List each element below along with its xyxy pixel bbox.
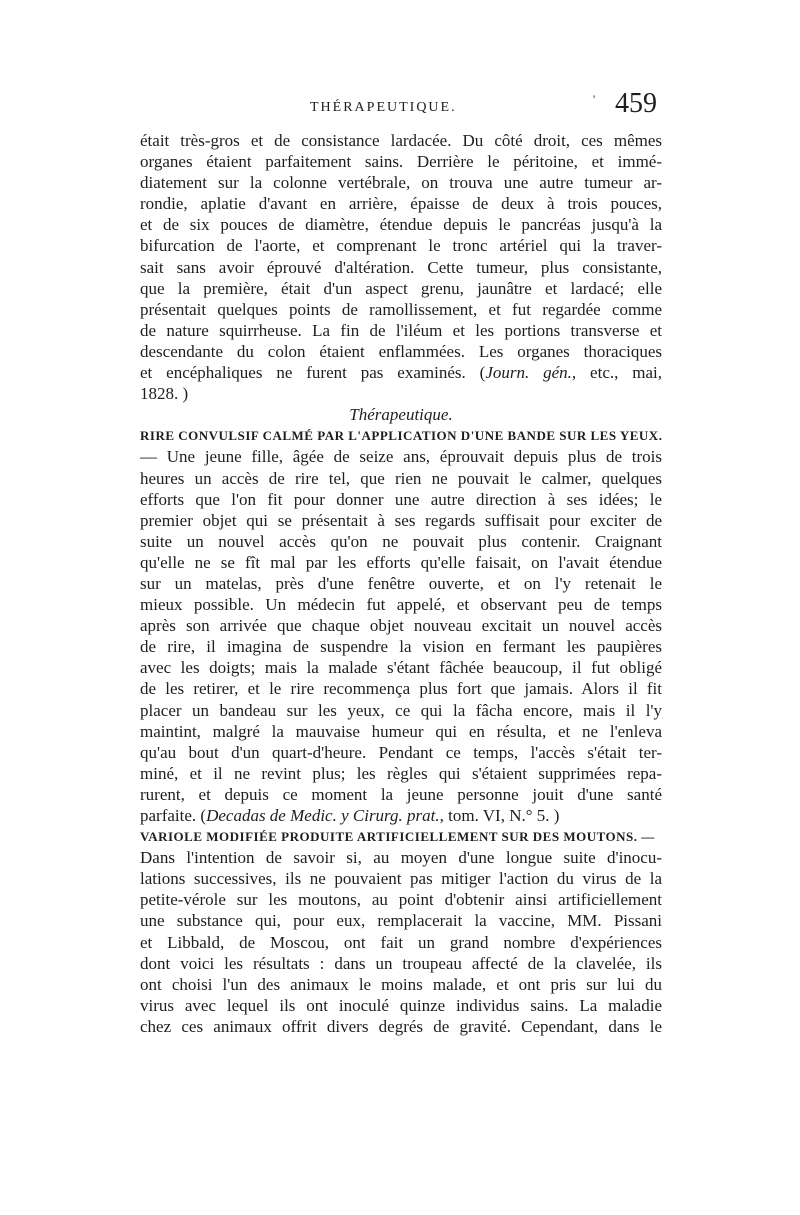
header-mark: ': [593, 92, 596, 106]
text-segment: parfaite. (: [140, 806, 207, 825]
text-line: et de six pouces de diamètre, étendue depuis le pancréas jusqu'à la: [140, 215, 662, 235]
text-line: et Libbald, de Moscou, ont fait un grand nombre d'expériences: [140, 932, 662, 952]
text-line: rurent, et depuis ce moment la jeune personne jouit d'une santé: [140, 784, 662, 804]
citation-journal: Journ. gén.: [485, 363, 572, 383]
citation-rest: , etc., mai,: [571, 363, 663, 383]
text-line: que la première, était d'un aspect grenu, jaunâtre et lardacé; elle: [140, 278, 662, 298]
text-line: était très-gros et de consistance lardacée. Du côté droit, ces mêmes: [140, 131, 662, 150]
text-line: petite-vérole sur les moutons, au point d'obtenir ainsi artificiellement: [140, 890, 662, 910]
text-line: premier objet qui se présentait à ses regards suffisait pour exciter de: [140, 510, 662, 530]
text-line: lations successives, ils ne pouvaient pas mitiger l'action du virus de la: [140, 869, 662, 889]
text-line: qu'au bout d'un quart-d'heure. Pendant ce temps, l'accès s'était ter-: [140, 742, 662, 762]
text-line: de rire, il imagina de suspendre la vision en fermant les paupières: [140, 637, 662, 657]
article-heading: VARIOLE MODIFIÉE PRODUITE ARTIFICIELLEMENT SUR DES MOUTONS. —: [140, 829, 655, 845]
section-subheading: Thérapeutique.: [349, 405, 453, 425]
text-line: de les retirer, et le rire recommença plus fort que jamais. Alors il fit: [140, 679, 662, 699]
text-line: organes étaient parfaitement sains. Derrière le péritoine, et immé-: [140, 152, 662, 172]
text-line: suite un nouvel accès qu'on ne pouvait plus contenir. Craignant: [140, 531, 662, 551]
text-line: mieux possible. Un médecin fut appelé, et observant peu de temps: [140, 595, 662, 615]
text-line: placer un bandeau sur les yeux, ce qui la fâcha encore, mais il l'y: [140, 700, 662, 720]
text-line: ont choisi l'un des animaux le moins malade, et ont pris sur lui du: [140, 974, 662, 994]
text-line: après son arrivée que chaque objet nouveau excitait un nouvel accès: [140, 616, 662, 636]
text-line: sur un matelas, près d'une fenêtre ouverte, et on l'y retenait le: [140, 573, 662, 593]
text-line: [140, 805, 662, 826]
text-line: présentait quelques points de ramollissement, et fut regardée comme: [140, 299, 662, 319]
text-line: heures un accès de rire tel, que rien ne pouvait le calmer, quelques: [140, 468, 662, 488]
article-heading: RIRE CONVULSIF CALMÉ PAR L'APPLICATION D'UNE BANDE SUR LES YEUX.: [140, 428, 663, 444]
text-line: avec les doigts; mais la malade s'étant fâchée beaucoup, il fut obligé: [140, 658, 662, 678]
text-line: une substance qui, pour eux, remplacerait la vaccine, MM. Pissani: [140, 911, 662, 931]
text-line: efforts que l'on fit pour donner une autre direction à ses idées; le: [140, 489, 662, 509]
text-line: rondie, aplatie d'avant en arrière, épaisse de deux à trois pouces,: [140, 194, 662, 214]
page-header: [140, 88, 660, 126]
text-line: dont voici les résultats : dans un troupeau affecté de la clavelée, ils: [140, 953, 662, 973]
text-line: diatement sur la colonne vertébrale, on trouva une autre tumeur ar-: [140, 173, 662, 193]
text-body: [140, 130, 662, 1037]
citation-rest: , tom. VI, N.° 5. ): [439, 806, 560, 825]
text-line: sait sans avoir éprouvé d'altération. Cette tumeur, plus consistante,: [140, 257, 662, 277]
citation-journal: Decadas de Medic. y Cirurg. prat.: [206, 806, 440, 825]
text-line: bifurcation de l'aorte, et comprenant le tronc artériel qui la traver-: [140, 236, 662, 256]
text-line: de nature squirrheuse. La fin de l'iléum et les portions transverse et: [140, 320, 662, 340]
running-title: THÉRAPEUTIQUE.: [310, 100, 457, 115]
text-line: chez ces animaux offrit divers degrés de gravité. Cependant, dans le: [140, 1016, 662, 1036]
text-line: miné, et il ne revint plus; les règles qui s'étaient supprimées repa-: [140, 763, 662, 783]
text-line: maintint, malgré la mauvaise humeur qui en résulta, et ne l'enleva: [140, 721, 662, 741]
text-line: — Une jeune fille, âgée de seize ans, éprouvait depuis plus de trois: [140, 447, 662, 467]
text-line: Dans l'intention de savoir si, au moyen d'une longue suite d'inocu-: [140, 848, 662, 868]
text-line: [140, 362, 662, 383]
page-number: 459: [615, 88, 657, 119]
text-line: 1828. ): [140, 384, 189, 404]
text-segment: et encéphaliques ne furent pas examinés. (: [140, 363, 486, 383]
text-line: qu'elle ne se fît mal par les efforts qu'elle faisait, on l'avait étendue: [140, 552, 662, 572]
text-line: virus avec lequel ils ont inoculé quinze individus sains. La maladie: [140, 995, 662, 1015]
text-line: descendante du colon étaient enflammées. Les organes thoraciques: [140, 341, 662, 361]
